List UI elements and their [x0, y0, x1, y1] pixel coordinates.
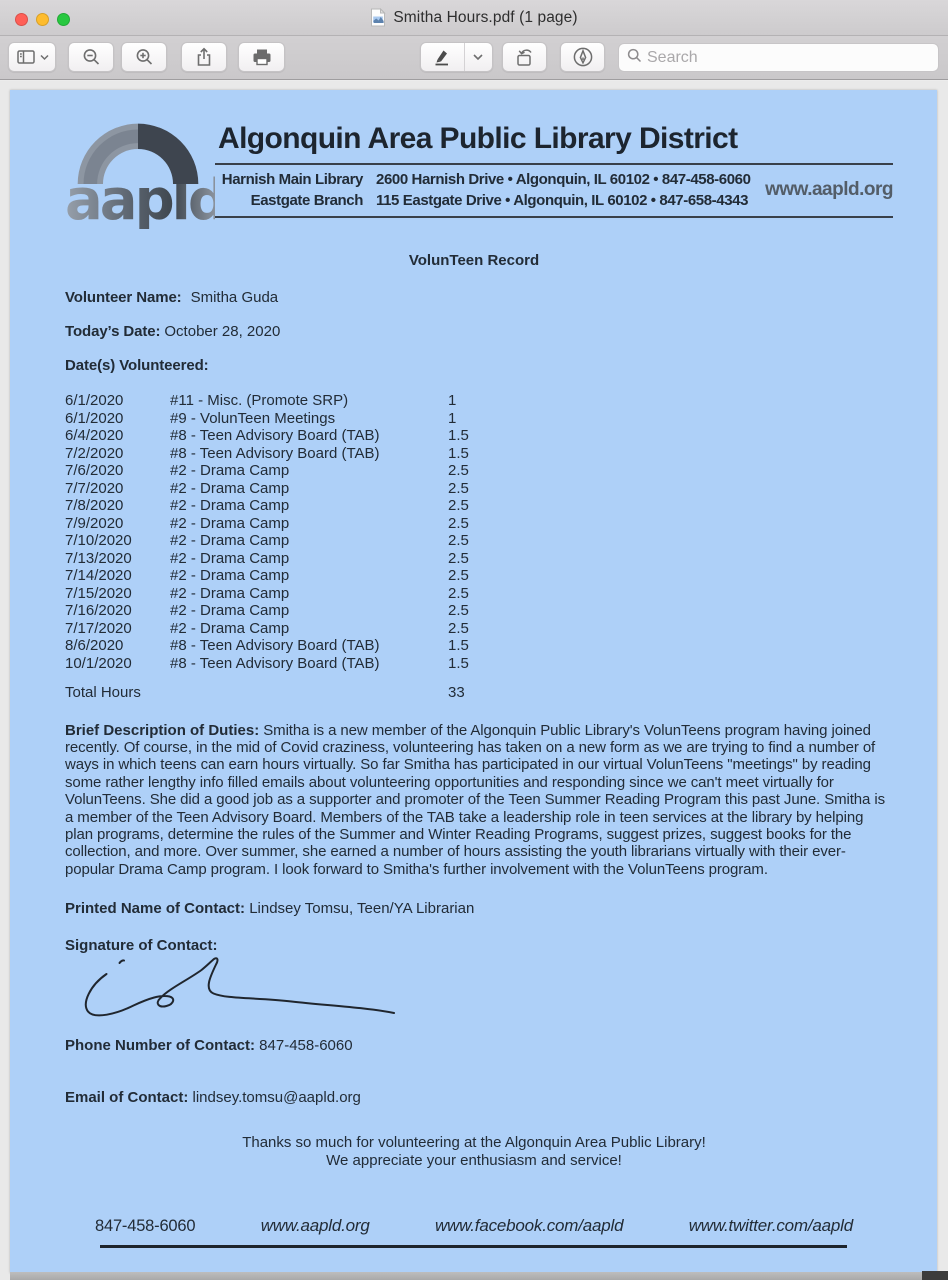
volunteer-name-label: Volunteer Name:: [65, 289, 182, 306]
footer-website-link: www.aapld.org: [260, 1216, 370, 1236]
markup-pen-button[interactable]: [421, 47, 464, 67]
rotate-left-icon: [514, 47, 536, 68]
thanks-message: [65, 1134, 883, 1170]
log-date: 7/6/2020: [65, 462, 124, 479]
log-activity: #2 - Drama Camp: [170, 602, 290, 619]
window-controls: [15, 13, 70, 26]
log-date: 7/16/2020: [65, 602, 132, 619]
pdf-page: [10, 90, 937, 1273]
log-date: 7/8/2020: [65, 497, 124, 514]
log-date: 6/1/2020: [65, 392, 124, 409]
log-activity: #2 - Drama Camp: [170, 549, 290, 567]
zoom-in-button[interactable]: [121, 42, 167, 72]
printed-name-value: Lindsey Tomsu, Teen/YA Librarian: [249, 900, 475, 918]
log-date: 6/1/2020: [65, 409, 124, 427]
email-field: Email of Contact: lindsey.tomsu@aapld.org: [65, 1089, 361, 1107]
log-hours: 2.5: [448, 462, 469, 479]
log-hours: 2.5: [448, 567, 469, 584]
log-activity: #2 - Drama Camp: [170, 479, 290, 497]
log-hours: 1.5: [448, 444, 469, 462]
duties-label: Brief Description of Duties:: [65, 721, 260, 739]
printed-name-field: Printed Name of Contact: Lindsey Tomsu, Teen/YA Librarian: [65, 900, 475, 918]
dates-volunteered-heading: Date(s) Volunteered:: [65, 357, 209, 374]
log-date: 7/17/2020: [65, 619, 132, 637]
log-date: 7/13/2020: [65, 549, 132, 567]
log-activity: #2 - Drama Camp: [170, 497, 290, 514]
log-row: [65, 550, 893, 568]
log-hours: 2.5: [448, 602, 469, 619]
footer-rule: [100, 1245, 847, 1248]
rotate-left-button[interactable]: [502, 42, 547, 72]
log-date: 7/10/2020: [65, 532, 132, 549]
log-activity: #8 - Teen Advisory Board (TAB): [170, 654, 380, 672]
chevron-down-icon: [40, 54, 49, 61]
log-date: 10/1/2020: [65, 654, 132, 672]
chevron-down-icon: [473, 53, 483, 61]
total-hours-label: Total Hours: [65, 684, 141, 701]
signature-image: [73, 956, 893, 1025]
page-bottom-edge: [10, 1272, 937, 1280]
close-button[interactable]: [15, 13, 28, 26]
view-menu-button[interactable]: [8, 42, 56, 72]
zoom-out-button[interactable]: [68, 42, 114, 72]
pdf-document-icon[interactable]: [370, 8, 386, 27]
share-button[interactable]: [181, 42, 227, 72]
record-title: VolunTeen Record: [408, 252, 540, 269]
log-hours: 2.5: [448, 497, 469, 514]
logo-text: aapld: [65, 168, 225, 233]
location-row: [215, 190, 755, 211]
todays-date-label: Today’s Date:: [65, 323, 161, 340]
search-field[interactable]: [618, 43, 939, 72]
log-hours: 2.5: [448, 514, 469, 532]
log-date: 7/2/2020: [65, 444, 124, 462]
log-date: 6/4/2020: [65, 427, 124, 444]
log-hours: 1.5: [448, 427, 469, 444]
log-row: [65, 532, 893, 550]
log-date: 7/9/2020: [65, 514, 124, 532]
address-block: [215, 163, 893, 218]
log-hours: 1: [448, 392, 457, 409]
footer-twitter-link: www.twitter.com/aapld: [688, 1216, 853, 1236]
duties-text: Smitha is a new member of the Algonquin Public Library's VolunTeens program having joined recently. Of course, in the mid of Covid craziness, volunteering has taken on a new form as we are trying to find a number of ways in which teens can earn hours virtually. So far Smitha has participated in our virtual VolunTeens "meetings" by reading some rather lengthy info filled emails about volunteering opportunities and responding since we can't meet virtually for VolunTeens. She did a good job as a supporter and promoter of the Teen Summer Reading Program this past June. Smitha is a member of the Teen Advisory Board. Members of the TAB take a leadership role in teen services at the library by helping plan programs, determine the rules of the Summer and Winter Reading Programs, suggest prizes, suggest books for the collection, and more. Over summer, she earned a number of hours assisting the youth librarians virtually with their ever-popular Drama Camp program. I look forward to Smitha's further involvement with the VolunTeens program.: [65, 721, 885, 878]
log-row: [65, 410, 893, 428]
markup-dropdown-button[interactable]: [465, 53, 492, 61]
title-bar: [0, 0, 948, 36]
log-date: 8/6/2020: [65, 637, 124, 654]
log-hours: 1.5: [448, 637, 469, 654]
log-row: [65, 480, 893, 498]
log-activity: #9 - VolunTeen Meetings: [170, 409, 336, 427]
log-row: [65, 655, 893, 673]
log-hours: 2.5: [448, 619, 469, 637]
log-activity: #8 - Teen Advisory Board (TAB): [170, 427, 380, 444]
log-row: [65, 602, 893, 620]
share-icon: [194, 47, 214, 67]
location-address: 2600 Harnish Drive • Algonquin, IL 60102 • 847-458-6060: [376, 171, 751, 188]
log-date: 7/7/2020: [65, 479, 124, 497]
pen-circle-icon: [572, 46, 594, 68]
todays-date-value: October 28, 2020: [164, 323, 281, 340]
fullscreen-button[interactable]: [57, 13, 70, 26]
log-hours: 1: [448, 409, 457, 427]
log-activity: #2 - Drama Camp: [170, 567, 290, 584]
print-button[interactable]: [238, 42, 285, 72]
duties-description: [65, 722, 893, 879]
email-value: lindsey.tomsu@aapld.org: [192, 1089, 361, 1107]
letterhead: [65, 112, 893, 233]
website-url: www.aapld.org: [765, 179, 893, 200]
phone-value: 847-458-6060: [259, 1037, 353, 1055]
log-activity: #8 - Teen Advisory Board (TAB): [170, 637, 380, 654]
log-row: [65, 620, 893, 638]
page-footer: [65, 1216, 893, 1236]
todays-date-field: [65, 323, 893, 340]
zoom-in-icon: [134, 47, 154, 67]
log-activity: #2 - Drama Camp: [170, 514, 290, 532]
library-logo: [65, 112, 225, 233]
corner-shadow: [922, 1271, 948, 1280]
log-activity: #2 - Drama Camp: [170, 619, 290, 637]
log-date: 7/14/2020: [65, 567, 132, 584]
log-row: [65, 445, 893, 463]
location-name: Harnish Main Library: [221, 171, 363, 188]
log-row: [65, 462, 893, 480]
log-activity: #11 - Misc. (Promote SRP): [170, 392, 349, 409]
log-hours: 1.5: [448, 654, 469, 672]
log-row: [65, 585, 893, 603]
log-date: 7/15/2020: [65, 584, 132, 602]
location-row: [215, 169, 755, 190]
print-icon: [251, 47, 273, 67]
footer-facebook-link: www.facebook.com/aapld: [434, 1216, 624, 1236]
district-title: Algonquin Area Public Library District: [218, 122, 738, 155]
markup-button-group: [420, 42, 493, 72]
highlighter-pen-icon: [432, 47, 452, 67]
footer-phone: 847-458-6060: [95, 1217, 196, 1236]
window-title: Smitha Hours.pdf (1 page): [393, 8, 578, 26]
search-icon: [627, 48, 642, 68]
log-hours: 2.5: [448, 549, 469, 567]
total-hours-value: 33: [448, 684, 465, 701]
search-input[interactable]: [647, 49, 930, 67]
toolbar: [0, 36, 948, 80]
thanks-line: We appreciate your enthusiasm and service!: [326, 1152, 622, 1170]
log-hours: 2.5: [448, 532, 469, 549]
log-hours: 2.5: [448, 479, 469, 497]
log-row: [65, 637, 893, 655]
location-address: 115 Eastgate Drive • Algonquin, IL 60102 • 847-658-4343: [376, 192, 749, 209]
signature-field-label: Signature of Contact:: [65, 937, 218, 955]
volunteer-log-table: [65, 392, 893, 672]
markup-toolbar-button[interactable]: [560, 42, 605, 72]
location-name: Eastgate Branch: [250, 192, 363, 209]
log-row: [65, 515, 893, 533]
volunteer-name-value: Smitha Guda: [190, 289, 279, 306]
volunteer-name-field: [65, 289, 893, 306]
log-hours: 2.5: [448, 584, 469, 602]
log-row: [65, 497, 893, 515]
log-activity: #2 - Drama Camp: [170, 532, 290, 549]
document-viewport: [0, 81, 948, 1280]
phone-field: Phone Number of Contact: 847-458-6060: [65, 1037, 353, 1055]
sidebar-view-icon: [16, 48, 36, 66]
total-hours-row: [65, 684, 893, 702]
log-row: [65, 427, 893, 445]
log-activity: #2 - Drama Camp: [170, 584, 290, 602]
minimize-button[interactable]: [36, 13, 49, 26]
log-activity: #2 - Drama Camp: [170, 462, 290, 479]
log-row: [65, 567, 893, 585]
log-row: [65, 392, 893, 410]
log-activity: #8 - Teen Advisory Board (TAB): [170, 444, 380, 462]
zoom-out-icon: [81, 47, 101, 67]
thanks-line: Thanks so much for volunteering at the Algonquin Area Public Library!: [242, 1134, 706, 1152]
